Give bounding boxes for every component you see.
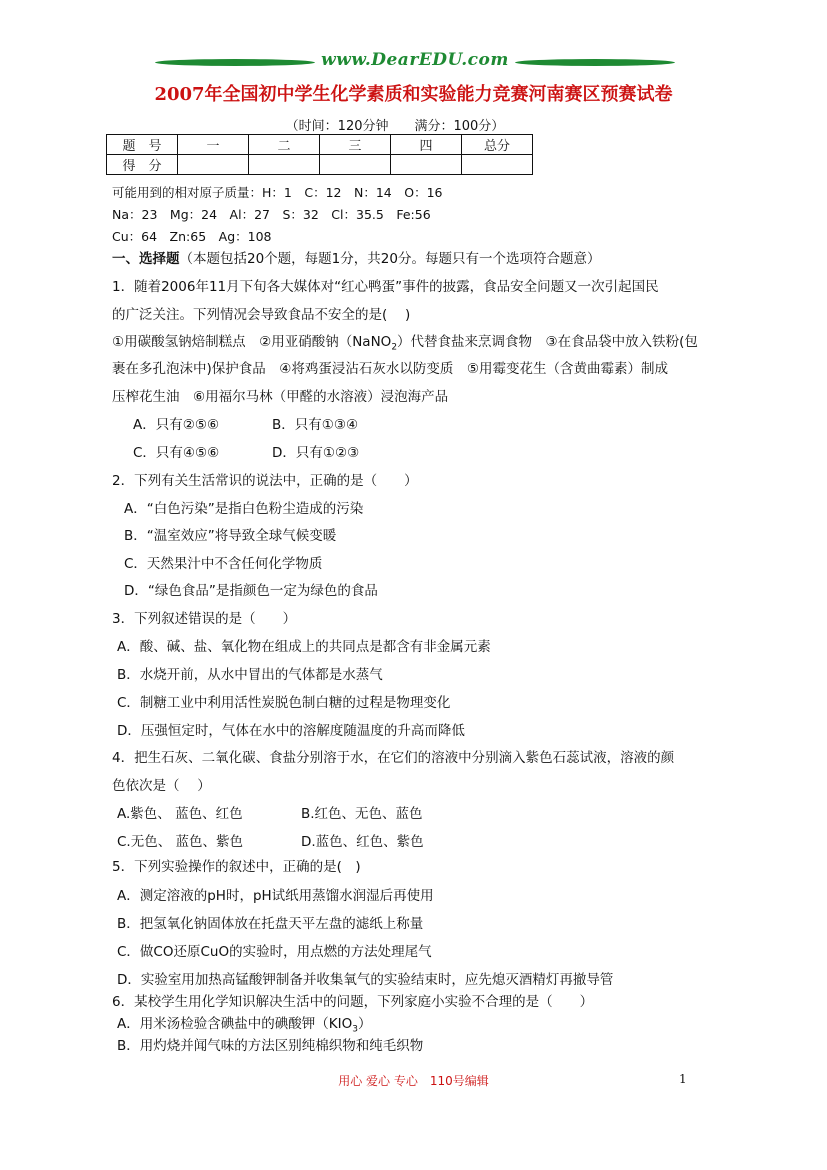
option-b: B．水烧开前，从水中冒出的气体都是水蒸气 <box>117 667 383 683</box>
table-cell <box>391 155 462 175</box>
option-b: B.红色、无色、蓝色 <box>301 806 423 822</box>
question-1-line: 1．随着2006年11月下旬各大媒体对“红心鸭蛋”事件的披露，食品安全问题又一次引起国民 <box>112 279 659 295</box>
question-1-line: 压榨花生油 ⑥用福尔马林（甲醛的水溶液）浸泡海产品 <box>112 389 449 405</box>
option-b: B．只有①③④ <box>272 417 359 433</box>
subscript: 3 <box>352 1024 358 1035</box>
exam-title: 2007年全国初中学生化学素质和实验能力竞赛河南赛区预赛试卷 <box>154 84 673 105</box>
option-d: D.蓝色、红色、紫色 <box>301 834 424 850</box>
option-c: C．做CO还原CuO的实验时，用点燃的方法处理尾气 <box>117 944 432 960</box>
table-cell: 得 分 <box>107 155 178 175</box>
score-table <box>106 134 533 175</box>
question-2-stem: 2．下列有关生活常识的说法中，正确的是（ ） <box>112 473 418 489</box>
question-1-text: ①用碳酸氢钠焙制糕点 ②用亚硝酸钠（NaNO <box>112 334 392 350</box>
section-title: 一、选择题 <box>112 251 180 267</box>
option-d: D．只有①②③ <box>272 445 360 461</box>
question-4-line: 色依次是（ ） <box>112 778 211 794</box>
question-1-line: 裹在多孔泡沫中)保护食品 ④将鸡蛋浸沾石灰水以防变质 ⑤用霉变花生（含黄曲霉素）制成 <box>112 361 668 377</box>
option-c: C．只有④⑤⑥ <box>133 445 220 461</box>
table-cell <box>178 155 249 175</box>
option-b: B．把氢氧化钠固体放在托盘天平左盘的滤纸上称量 <box>117 916 424 932</box>
site-name[interactable]: www.DearEDU.com <box>321 50 509 70</box>
table-cell: 四 <box>391 135 462 155</box>
table-cell: 三 <box>320 135 391 155</box>
option-a: A．测定溶液的pH时，pH试纸用蒸馏水润湿后再使用 <box>117 888 434 904</box>
option-c: C.无色、 蓝色、紫色 <box>117 834 244 850</box>
table-cell <box>462 155 533 175</box>
subscript: 2 <box>391 342 398 353</box>
option-a-text: ） <box>357 1016 372 1032</box>
question-4-line: 4．把生石灰、二氧化碳、食盐分别溶于水，在它们的溶液中分别滴入紫色石蕊试液，溶液的颜 <box>112 750 675 766</box>
table-row <box>107 155 533 175</box>
option-a: A.紫色、 蓝色、红色 <box>117 806 243 822</box>
question-1-line <box>112 330 698 353</box>
option-b: B．用灼烧并闻气味的方法区别纯棉织物和纯毛织物 <box>117 1038 424 1054</box>
table-row <box>107 135 533 155</box>
option-d: D．“绿色食品”是指颜色一定为绿色的食品 <box>124 583 378 599</box>
table-cell <box>249 155 320 175</box>
option-a <box>117 1012 371 1035</box>
question-3-stem: 3．下列叙述错误的是（ ） <box>112 611 297 627</box>
option-a: A．只有②⑤⑥ <box>133 417 220 433</box>
question-5-stem: 5．下列实验操作的叙述中，正确的是( ) <box>112 859 361 875</box>
option-d: D．实验室用加热高锰酸钾制备并收集氧气的实验结束时，应先熄灭酒精灯再撤导管 <box>117 972 614 988</box>
banner-swoosh-left <box>155 59 315 66</box>
table-cell: 一 <box>178 135 249 155</box>
question-6-stem: 6．某校学生用化学知识解决生活中的问题，下列家庭小实验不合理的是（ ） <box>112 994 594 1010</box>
site-banner <box>155 50 675 76</box>
table-cell <box>320 155 391 175</box>
atomic-mass-line: 可能用到的相对原子质量：H：1 C：12 N：14 O：16 <box>112 185 443 200</box>
option-a: A．酸、碱、盐、氧化物在组成上的共同点是都含有非金属元素 <box>117 639 491 655</box>
page-number: 1 <box>679 1072 687 1086</box>
atomic-mass-line: Cu：64 Zn:65 Ag：108 <box>112 229 272 244</box>
option-c: C．天然果汁中不含任何化学物质 <box>124 556 323 572</box>
table-cell: 总分 <box>462 135 533 155</box>
option-a: A．“白色污染”是指白色粉尘造成的污染 <box>124 501 364 517</box>
banner-swoosh-right <box>515 59 675 66</box>
table-cell: 题 号 <box>107 135 178 155</box>
question-1-text: ）代替食盐来烹调食物 ③在食品袋中放入铁粉(包 <box>397 334 698 350</box>
exam-subtitle: （时间：120分钟 满分：100分） <box>285 119 505 134</box>
option-b: B．“温室效应”将导致全球气候变暖 <box>124 528 337 544</box>
option-a-text: A．用米汤检验含碘盐中的碘酸钾（KIO <box>117 1016 353 1032</box>
section-heading <box>112 247 600 267</box>
table-cell: 二 <box>249 135 320 155</box>
option-d: D．压强恒定时，气体在水中的溶解度随温度的升高而降低 <box>117 723 465 739</box>
question-1-line: 的广泛关注。下列情况会导致食品不安全的是( ) <box>112 307 411 323</box>
atomic-mass-line: Na：23 Mg：24 Al：27 S：32 Cl：35.5 Fe:56 <box>112 207 431 222</box>
page-footer: 用心 爱心 专心 110号编辑 <box>338 1074 489 1088</box>
section-instruction: （本题包括20个题，每题1分，共20分。每题只有一个选项符合题意） <box>179 251 601 267</box>
option-c: C．制糖工业中利用活性炭脱色制白糖的过程是物理变化 <box>117 695 451 711</box>
